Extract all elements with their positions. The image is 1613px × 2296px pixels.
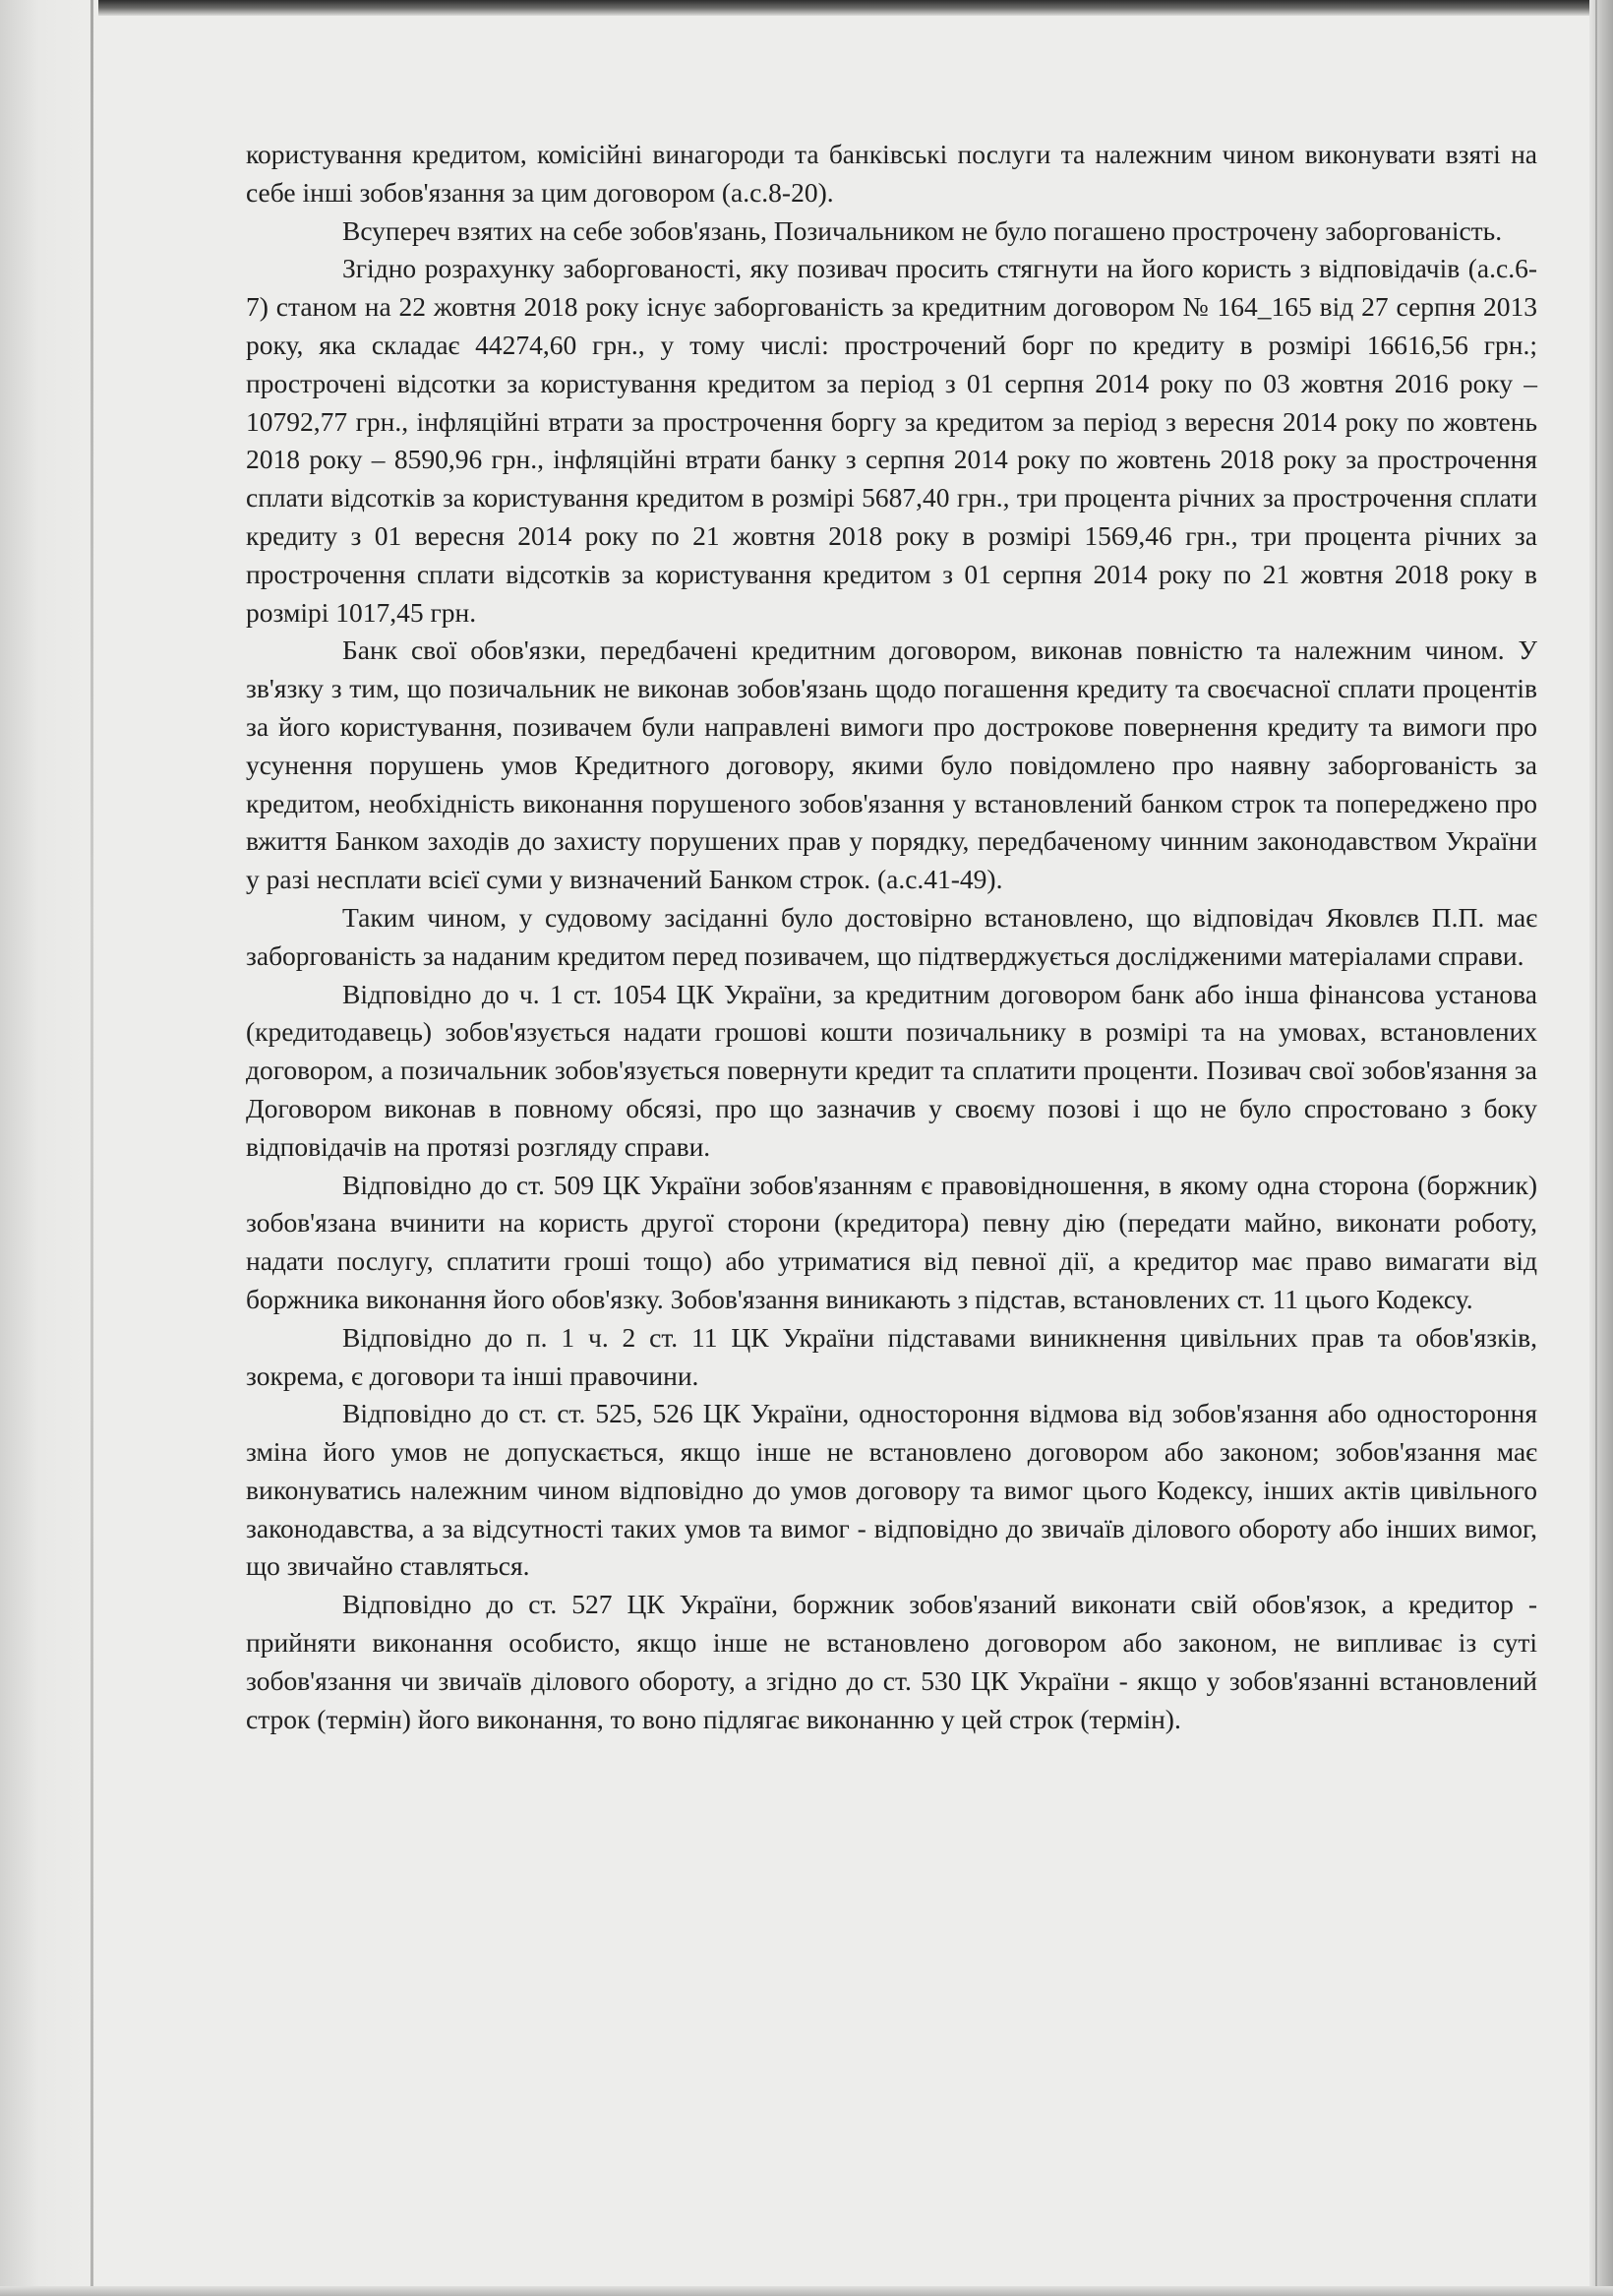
paragraph-court-finding: Таким чином, у судовому засіданні було достовірно встановлено, що відповідач Яковлєв П.П. має заборгованість за наданим кредитом перед позивачем, що підтверджується дослідженими матеріалами справи. <box>246 901 1537 971</box>
scan-top-edge <box>0 0 1613 16</box>
document-page <box>246 136 1537 1738</box>
paragraph-unpaid-debt: Всупереч взятих на себе зобов'язань, Позичальником не було погашено прострочену заборгованість. <box>342 214 1503 246</box>
paragraph-article-527: Відповідно до ст. 527 ЦК України, боржник зобов'язаний виконати свій обов'язок, а кредитор - прийняти виконання особисто, якщо інше не встановлено договором або законом, не випливає із суті зобов'язання чи звичаїв ділового обороту, а згідно до ст. 530 ЦК України - якщо у зобов'язанні встановлений строк (термін) його виконання, то воно підлягає виконанню у цей строк (термін). <box>246 1589 1537 1734</box>
paragraph-continuation: користування кредитом, комісійні винагороди та банківські послуги та належним чином виконувати взяті на себе інші зобов'язання за цим договором (а.с.8-20). <box>246 139 1537 208</box>
page-fold-line <box>90 0 93 2296</box>
scan-right-edge <box>1589 0 1613 2296</box>
paragraph-article-11: Відповідно до п. 1 ч. 2 ст. 11 ЦК України підставами виникнення цивільних прав та обов'язків, зокрема, є договори та інші правочини. <box>246 1321 1537 1391</box>
scan-bottom-edge <box>0 2286 1613 2296</box>
paragraph-debt-calculation: Згідно розрахунку заборгованості, яку позивач просить стягнути на його користь з відповідачів (а.с.6-7) станом на 22 жовтня 2018 року існує заборгованість за кредитним договором № 164_165 від 27 серпня 2013 року, яка складає 44274,60 грн., у тому числі: прострочений борг по кредиту в розмірі 16616,56 грн.; прострочені відсотки за користування кредитом за період з 01 серпня 2014 року по 03 жовтня 2016 року – 10792,77 грн., інфляційні втрати за прострочення боргу за кредитом за період з вересня 2014 року по жовтень 2018 року – 8590,96 грн., інфляційні втрати банку з серпня 2014 року по жовтень 2018 року за прострочення сплати відсотків за користування кредитом в розмірі 5687,40 грн., три процента річних за прострочення сплати кредиту з 01 вересня 2014 року по 21 жовтня 2018 року в розмірі 1569,46 грн., три процента річних за прострочення сплати відсотків за користування кредитом з 01 серпня 2014 року по 21 жовтня 2018 року в розмірі 1017,45 грн. <box>246 253 1537 628</box>
paragraph-article-509: Відповідно до ст. 509 ЦК України зобов'язанням є правовідношення, в якому одна сторона (боржник) зобов'язана вчинити на користь другої сторони (кредитора) певну дію (передати майно, виконати роботу, надати послугу, сплатити гроші тощо) або утриматися від певної дії, а кредитор має право вимагати від боржника виконання його обов'язку. Зобов'язання виникають з підстав, встановлених ст. 11 цього Кодексу. <box>246 1169 1537 1314</box>
paragraph-articles-525-526: Відповідно до ст. ст. 525, 526 ЦК України, одностороння відмова від зобов'язання або одностороння зміна його умов не допускається, якщо інше не встановлено договором або законом; зобов'язання має виконуватись належним чином відповідно до умов договору та вимог цього Кодексу, інших актів цивільного законодавства, а за відсутності таких умов та вимог - відповідно до звичаїв ділового обороту або інших вимог, що звичайно ставляться. <box>246 1398 1537 1582</box>
scan-left-margin <box>0 0 98 2296</box>
page-right-edge-line <box>1595 0 1597 2296</box>
paragraph-article-1054: Відповідно до ч. 1 ст. 1054 ЦК України, за кредитним договором банк або інша фінансова установа (кредитодавець) зобов'язується надати грошові кошти позичальнику в розмірі та на умовах, встановлених договором, а позичальник зобов'язується повернути кредит та сплатити проценти. Позивач свої зобов'язання за Договором виконав в повному обсязі, про що зазначив у своєму позові і що не було спростовано з боку відповідачів на протязі розгляду справи. <box>246 978 1537 1162</box>
paragraph-bank-obligations: Банк свої обов'язки, передбачені кредитним договором, виконав повністю та належним чином. У зв'язку з тим, що позичальник не виконав зобов'язань щодо погашення кредиту та своєчасної сплати процентів за його користування, позивачем були направлені вимоги про дострокове повернення кредиту та вимоги про усунення порушень умов Кредитного договору, якими було повідомлено про наявну заборгованість за кредитом, необхідність виконання порушеного зобов'язання у встановлений банком строк та попереджено про вжиття Банком заходів до захисту порушених прав у порядку, передбаченому чинним законодавством України у разі несплати всієї суми у визначений Банком строк. (а.с.41-49). <box>246 634 1537 895</box>
